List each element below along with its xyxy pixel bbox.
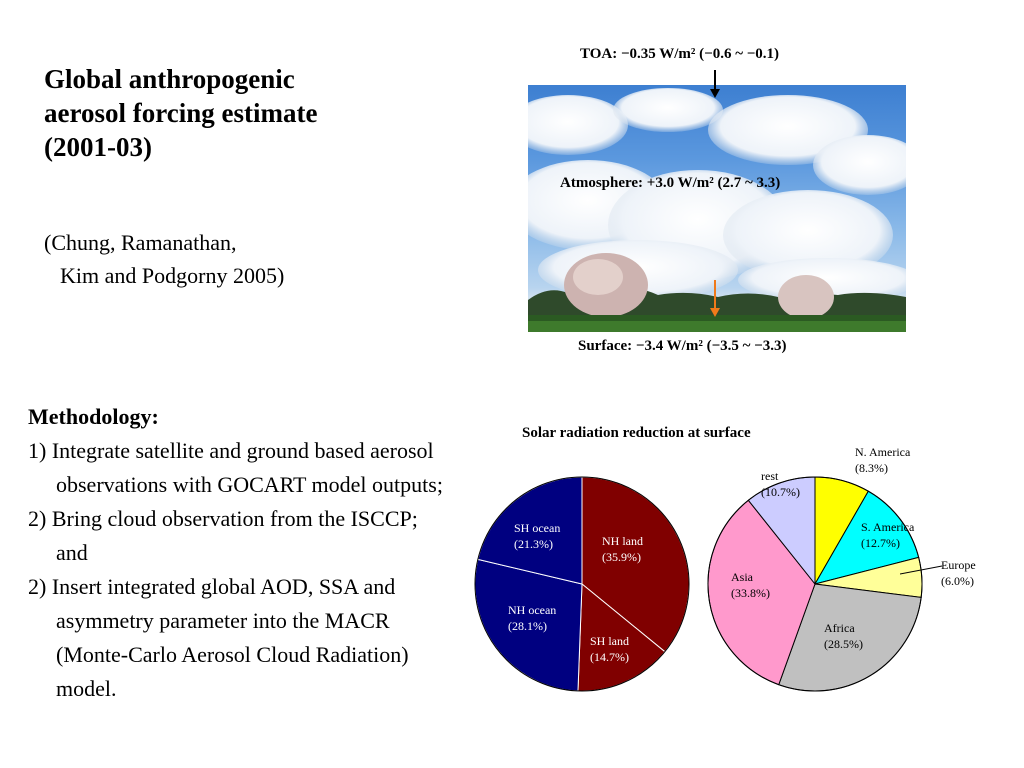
pie2-label-n-america-name: N. America <box>855 445 911 459</box>
pie-charts <box>460 440 940 700</box>
pie1-label-sh-land <box>590 633 629 665</box>
pie1-label-sh-land-value: (14.7%) <box>590 650 629 664</box>
pie1-label-nh-ocean-value: (28.1%) <box>508 619 547 633</box>
slide-title <box>44 62 317 164</box>
pie1-label-nh-land <box>602 533 643 565</box>
surface-forcing-label: Surface: −3.4 W/m² (−3.5 ~ −3.3) <box>578 338 787 354</box>
pie2-label-asia-value: (33.8%) <box>731 586 770 600</box>
citation <box>44 226 284 292</box>
slide-title-line1: Global anthropogenic <box>44 64 295 94</box>
slide-title-line2: aerosol forcing estimate <box>44 98 318 128</box>
pie1-label-sh-ocean-name: SH ocean <box>514 521 561 535</box>
pie2-label-asia <box>731 569 770 601</box>
europe-leader-line <box>900 560 945 580</box>
toa-forcing-label: TOA: −0.35 W/m² (−0.6 ~ −0.1) <box>580 46 780 62</box>
pie-chart-title: Solar radiation reduction at surface <box>522 425 751 441</box>
surface-down-arrow-icon <box>703 280 727 320</box>
pie1-label-nh-ocean-name: NH ocean <box>508 603 557 617</box>
citation-line1: (Chung, Ramanathan, <box>44 230 237 255</box>
methodology-heading: Methodology: <box>28 404 159 429</box>
atmosphere-forcing-label: Atmosphere: +3.0 W/m² (2.7 ~ 3.3) <box>560 175 781 191</box>
slide-title-line3: (2001-03) <box>44 132 152 162</box>
blossom-tree-right <box>778 275 834 319</box>
pie2-label-s-america-value: (12.7%) <box>861 536 900 550</box>
pie2-label-europe <box>941 557 976 589</box>
pie2-label-europe-name: Europe <box>941 558 976 572</box>
pie2-label-s-america-name: S. America <box>861 520 915 534</box>
pie2-label-n-america-value: (8.3%) <box>855 461 888 475</box>
pie2-label-africa <box>824 620 863 652</box>
toa-down-arrow-icon <box>700 70 730 100</box>
pie-chart-hemisphere <box>475 477 689 691</box>
pie2-label-rest-name: rest <box>761 469 779 483</box>
pie2-label-africa-name: Africa <box>824 621 855 635</box>
pie2-label-asia-name: Asia <box>731 570 753 584</box>
pie1-label-nh-ocean <box>508 602 556 634</box>
pie1-label-sh-ocean-value: (21.3%) <box>514 537 553 551</box>
methodology-item-1: 1) Integrate satellite and ground based aerosol observations with GOCART model outputs; <box>28 438 443 497</box>
pie1-label-nh-land-name: NH land <box>602 534 643 548</box>
pie2-label-n-america <box>855 444 910 476</box>
methodology-block <box>28 400 448 706</box>
citation-line2: Kim and Podgorny 2005) <box>60 263 285 288</box>
pie1-label-sh-ocean <box>514 520 560 552</box>
methodology-item-3: 2) Insert integrated global AOD, SSA and asymmetry parameter into the MACR (Monte-Carlo Aerosol Cloud Radiation) model. <box>28 574 409 701</box>
pie2-label-rest <box>761 468 800 500</box>
pie1-label-nh-land-value: (35.9%) <box>602 550 641 564</box>
pie2-label-africa-value: (28.5%) <box>824 637 863 651</box>
pie2-label-europe-value: (6.0%) <box>941 574 974 588</box>
pie1-label-sh-land-name: SH land <box>590 634 629 648</box>
pie2-label-rest-value: (10.7%) <box>761 485 800 499</box>
pie2-label-s-america <box>861 519 914 551</box>
methodology-item-2: 2) Bring cloud observation from the ISCCP; and <box>28 506 418 565</box>
